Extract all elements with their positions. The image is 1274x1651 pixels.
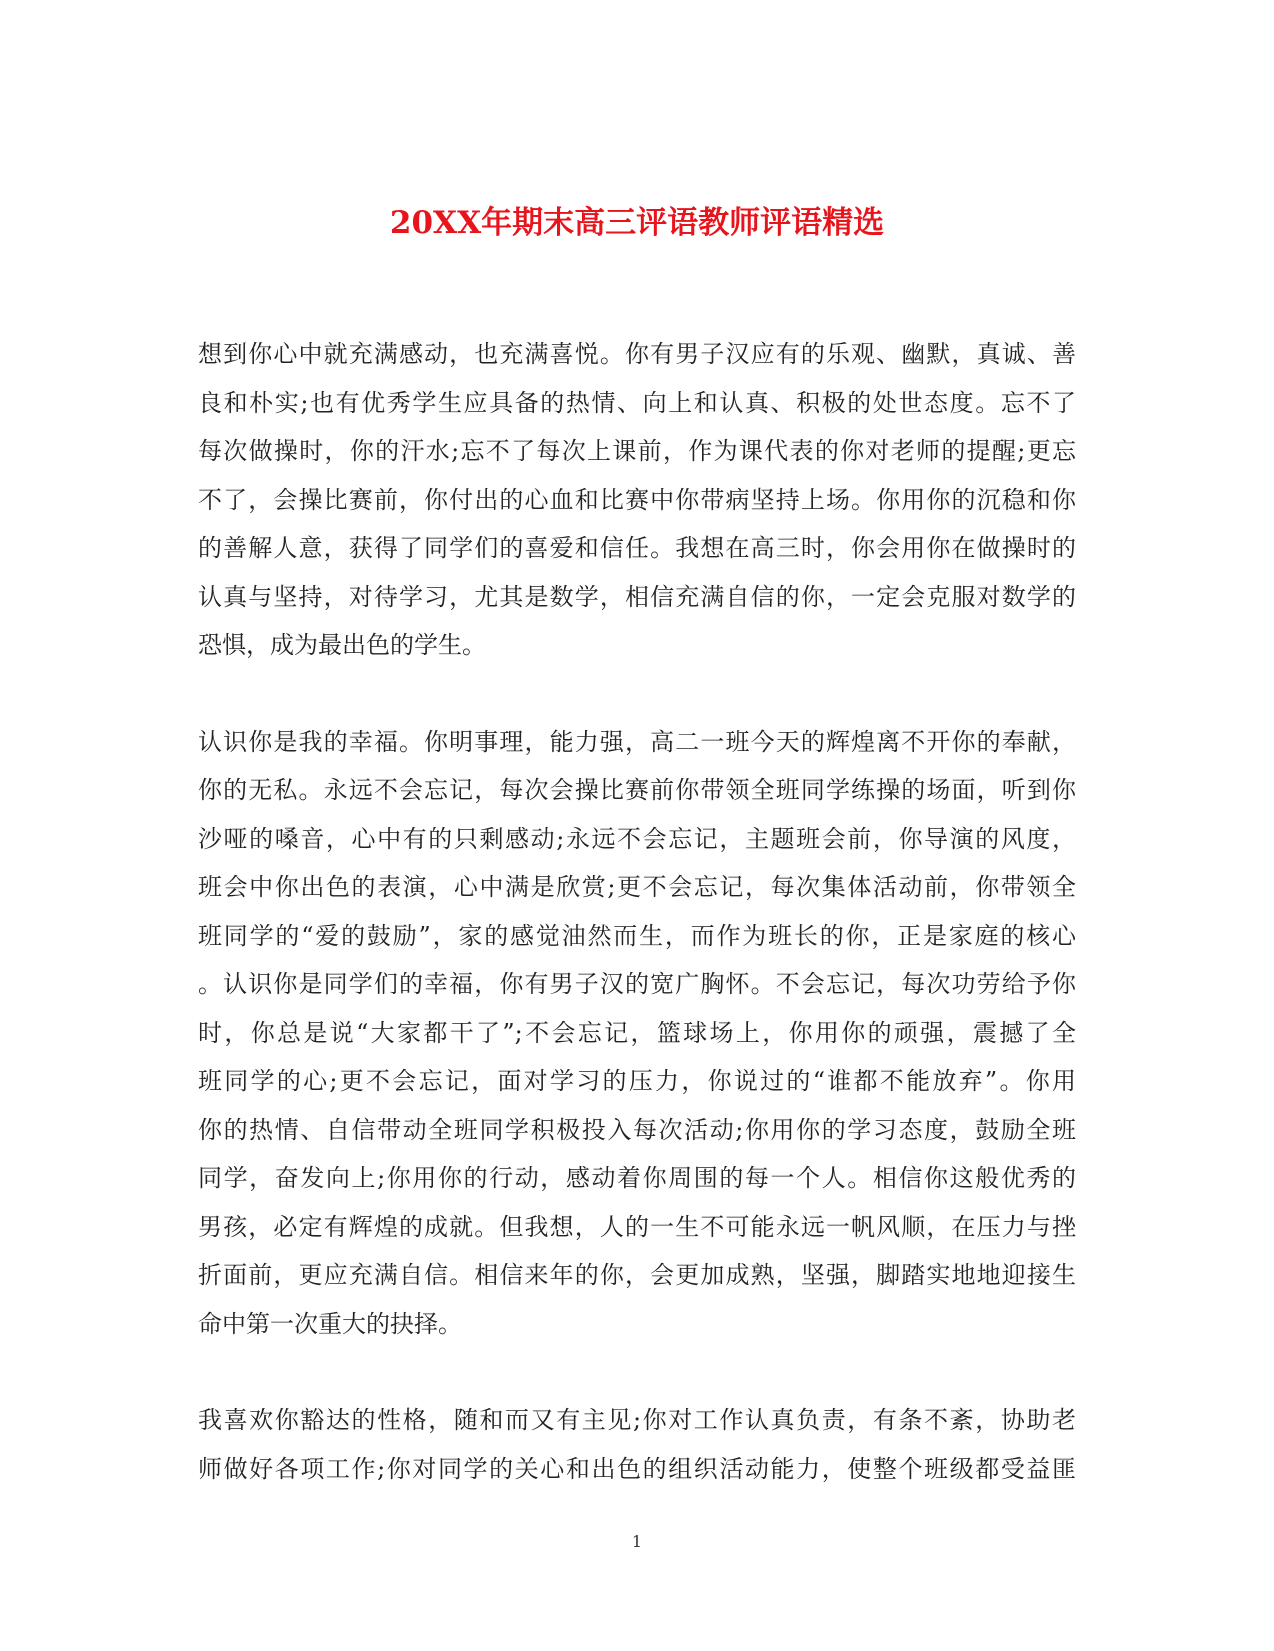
text-line: 折面前，更应充满自信。相信来年的你，会更加成熟，坚强，脚踏实地地迎接生 (198, 1261, 1076, 1289)
text-line: 我喜欢你豁达的性格，随和而又有主见;你对工作认真负责，有条不紊，协助老 (198, 1406, 1076, 1434)
text-line: 师做好各项工作;你对同学的关心和出色的组织活动能力，使整个班级都受益匪 (198, 1454, 1076, 1483)
page-number: 1 (631, 1532, 643, 1551)
text-line: 沙哑的嗓音，心中有的只剩感动;永远不会忘记，主题班会前，你导演的风度， (198, 824, 1076, 853)
text-line: 恐惧，成为最出色的学生。 (198, 631, 486, 659)
text-line: 班会中你出色的表演，心中满是欣赏;更不会忘记，每次集体活动前，你带领全 (198, 873, 1076, 901)
text-line: 的善解人意，获得了同学们的喜爱和信任。我想在高三时，你会用你在做操时的 (198, 534, 1076, 562)
text-line: 你的热情、自信带动全班同学积极投入每次活动;你用你的学习态度，鼓励全班 (198, 1115, 1076, 1144)
text-line: 认识你是我的幸福。你明事理，能力强，高二一班今天的辉煌离不开你的奉献， (198, 727, 1076, 756)
text-line: 认真与坚持，对待学习，尤其是数学，相信充满自信的你，一定会克服对数学的 (198, 582, 1076, 611)
text-line: 不了，会操比赛前，你付出的心血和比赛中你带病坚持上场。你用你的沉稳和你 (198, 485, 1076, 514)
paragraph-2 (198, 718, 1076, 1349)
text-line: 班同学的“爱的鼓励”，家的感觉油然而生，而作为班长的你，正是家庭的核心 (198, 921, 1076, 950)
page-title: 20XX年期末高三评语教师评语精选 (389, 204, 885, 241)
text-line: 时，你总是说“大家都干了”;不会忘记，篮球场上，你用你的顽强，震撼了全 (198, 1018, 1076, 1047)
paragraph-3 (198, 1396, 1076, 1493)
paragraph-1 (198, 330, 1076, 670)
text-line: 每次做操时，你的汗水;忘不了每次上课前，作为课代表的你对老师的提醒;更忘 (198, 437, 1076, 465)
text-line: 你的无私。永远不会忘记，每次会操比赛前你带领全班同学练操的场面，听到你 (198, 776, 1076, 804)
text-line: 想到你心中就充满感动，也充满喜悦。你有男子汉应有的乐观、幽默，真诚、善 (198, 340, 1076, 368)
text-line: 班同学的心;更不会忘记，面对学习的压力，你说过的“谁都不能放弃”。你用 (198, 1067, 1076, 1095)
text-line: 命中第一次重大的抉择。 (198, 1309, 462, 1338)
body-text (198, 330, 1076, 1541)
text-line: 同学，奋发向上;你用你的行动，感动着你周围的每一个人。相信你这般优秀的 (198, 1164, 1076, 1192)
text-line: 。认识你是同学们的幸福，你有男子汉的宽广胸怀。不会忘记，每次功劳给予你 (198, 970, 1076, 998)
text-line: 男孩，必定有辉煌的成就。但我想，人的一生不可能永远一帆风顺，在压力与挫 (198, 1212, 1076, 1241)
text-line: 良和朴实;也有优秀学生应具备的热情、向上和认真、积极的处世态度。忘不了 (198, 388, 1076, 417)
